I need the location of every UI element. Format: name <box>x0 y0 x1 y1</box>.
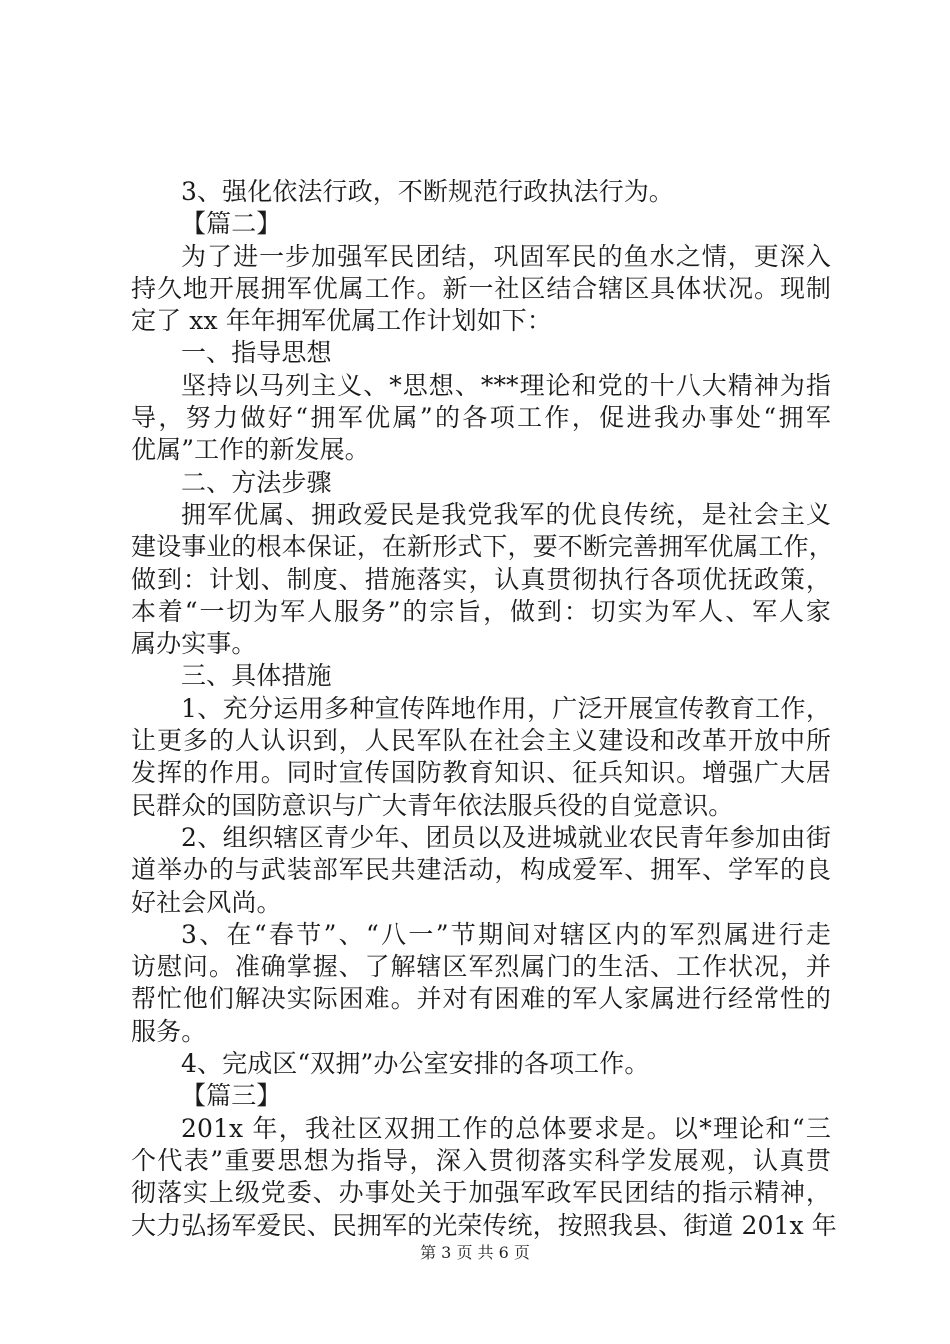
text-line: 道举办的与武装部军民共建活动，构成爱军、拥军、学军的良 <box>131 855 831 885</box>
page-footer: 第 3 页 共 6 页 <box>420 1243 530 1262</box>
text-line: 做到：计划、制度、措施落实，认真贯彻执行各项优抚政策， <box>131 564 831 594</box>
text-line: 坚持以马列主义、*思想、***理论和党的十八大精神为指 <box>181 370 831 400</box>
text-line: 为了进一步加强军民团结，巩固军民的鱼水之情，更深入 <box>181 241 831 271</box>
text-line: 3、强化依法行政，不断规范行政执法行为。 <box>181 177 674 206</box>
text-line: 一、指导思想 <box>181 338 332 368</box>
text-line: 建设事业的根本保证，在新形式下，要不断完善拥军优属工作， <box>131 532 834 562</box>
text-line: 1、充分运用多种宣传阵地作用，广泛开展宣传教育工作， <box>181 693 831 723</box>
text-line: 属办实事。 <box>131 629 257 659</box>
text-line: 让更多的人认识到，人民军队在社会主义建设和改革开放中所 <box>131 726 831 756</box>
text-line: 大力弘扬军爱民、民拥军的光荣传统，按照我县、街道 201x 年 <box>131 1210 837 1240</box>
text-line: 帮忙他们解决实际困难。并对有困难的军人家属进行经常性的 <box>131 984 831 1014</box>
text-line: 优属”工作的新发展。 <box>131 435 370 465</box>
text-line: 个代表”重要思想为指导，深入贯彻落实科学发展观，认真贯 <box>131 1145 831 1175</box>
text-line: 民群众的国防意识与广大青年依法服兵役的自觉意识。 <box>131 790 734 820</box>
text-line: 拥军优属、拥政爱民是我党我军的优良传统，是社会主义 <box>181 499 831 529</box>
text-line: 2、组织辖区青少年、团员以及进城就业农民青年参加由街 <box>181 822 831 852</box>
text-line: 彻落实上级党委、办事处关于加强军政军民团结的指示精神， <box>131 1178 831 1208</box>
text-line: 二、方法步骤 <box>181 467 332 497</box>
text-line: 好社会风尚。 <box>131 887 282 917</box>
text-line: 【篇二】 <box>181 209 282 239</box>
text-line: 3、在“春节”、“八一”节期间对辖区内的军烈属进行走 <box>181 919 831 949</box>
text-line: 【篇三】 <box>181 1081 282 1111</box>
text-line: 服务。 <box>131 1016 207 1046</box>
text-line: 访慰问。准确掌握、了解辖区军烈属门的生活、工作状况，并 <box>131 952 831 982</box>
text-line: 4、完成区“双拥”办公室安排的各项工作。 <box>181 1049 650 1079</box>
text-line: 导，努力做好“拥军优属”的各项工作，促进我办事处“拥军 <box>131 403 831 433</box>
document-body <box>131 176 837 1242</box>
text-line: 发挥的作用。同时宣传国防教育知识、征兵知识。增强广大居 <box>131 758 831 788</box>
text-line: 定了 xx 年年拥军优属工作计划如下： <box>131 306 552 336</box>
text-line: 持久地开展拥军优属工作。新一社区结合辖区具体状况。现制 <box>131 273 831 303</box>
text-line: 三、具体措施 <box>181 661 332 691</box>
text-line: 201x 年，我社区双拥工作的总体要求是。以*理论和“三 <box>181 1113 831 1143</box>
text-line: 本着“一切为军人服务”的宗旨，做到：切实为军人、军人家 <box>131 596 831 626</box>
